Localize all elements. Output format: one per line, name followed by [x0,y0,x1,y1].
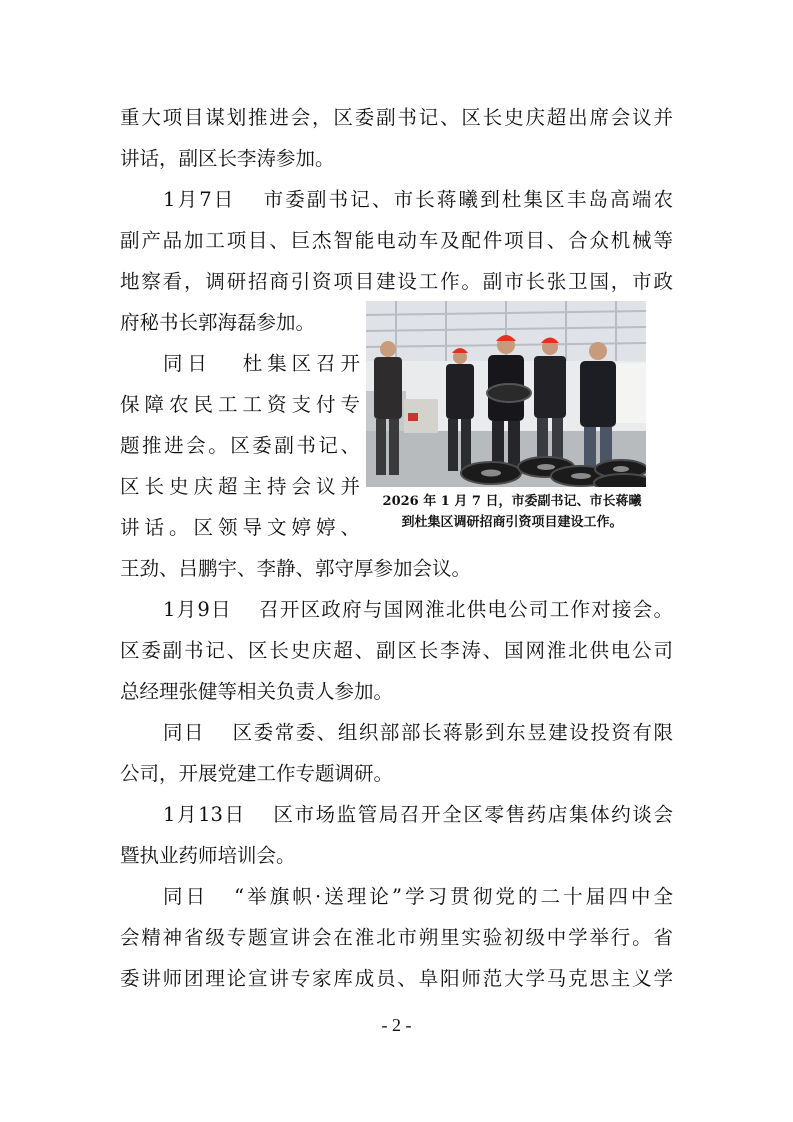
text-segment: 市委副书记、市长蒋曦到杜集区丰岛高端农 [261,188,673,211]
text-line: 题推进会。区委副书记、 [120,434,360,457]
caption-line: 到杜集区调研招商引资项目建设工作。 [401,515,623,530]
date-label: 同日 [163,885,209,908]
text-line: 保障农民工工资支付专 [120,393,360,416]
text-line: 总经理张健等相关负责人参加。 [120,680,394,703]
paragraph-first-line [163,595,673,625]
text-line: 公司，开展党建工作专题调研。 [120,762,394,785]
date-label: 1月9日 [163,598,232,621]
text-segment: 召开区政府与国网淮北供电公司工作对接会。 [257,598,673,621]
text-line: 讲话，副区长李涛参加。 [120,147,335,170]
text-line: 府秘书长郭海磊参加。 [120,311,316,334]
text-line: 讲话。区领导文婷婷、 [120,516,360,539]
text-line: 重大项目谋划推进会，区委副书记、区长史庆超出席会议并 [120,106,673,129]
caption-line: 2026 年 1 月 7 日，市委副书记、市长蒋曦 [382,494,642,509]
page-number: - 2 - [381,1015,412,1035]
text-line: 区委副书记、区长史庆超、副区长李涛、国网淮北供电公司 [120,639,673,662]
paragraph-first-line [163,882,673,912]
paragraph-first-line [163,800,673,830]
photo-caption [362,491,662,533]
text-segment: 区市场监管局召开全区零售药店集体约谈会 [271,803,673,826]
paragraph-first-line [163,185,673,215]
date-label: 1月13日 [163,803,246,826]
date-label: 同日 [163,721,206,744]
text-line: 区长史庆超主持会议并 [120,475,360,498]
text-line: 王劲、吕鹏宇、李静、郭守厚参加会议。 [120,557,472,580]
text-line: 副产品加工项目、巨杰智能电动车及配件项目、合众机械等 [120,229,673,252]
text-line: 会精神省级专题宣讲会在淮北市朔里实验初级中学举行。省 [120,926,673,949]
paragraph-first-line [163,349,360,379]
news-photo [366,301,646,487]
text-line: 暨执业药师培训会。 [120,844,296,867]
text-segment: 区委常委、组织部部长蒋影到东昱建设投资有限 [231,721,673,744]
photo-illustration [366,301,646,487]
date-label: 同日 [163,352,212,375]
text-segment: “举旗帜·送理论”学习贯彻党的二十届四中全 [234,885,673,908]
text-segment: 杜集区召开 [237,352,360,375]
text-line: 地察看，调研招商引资项目建设工作。副市长张卫国，市政 [120,270,673,293]
text-line: 委讲师团理论宣讲专家库成员、阜阳师范大学马克思主义学 [120,967,673,990]
date-label: 1月7日 [163,188,236,211]
paragraph-first-line [163,718,673,748]
